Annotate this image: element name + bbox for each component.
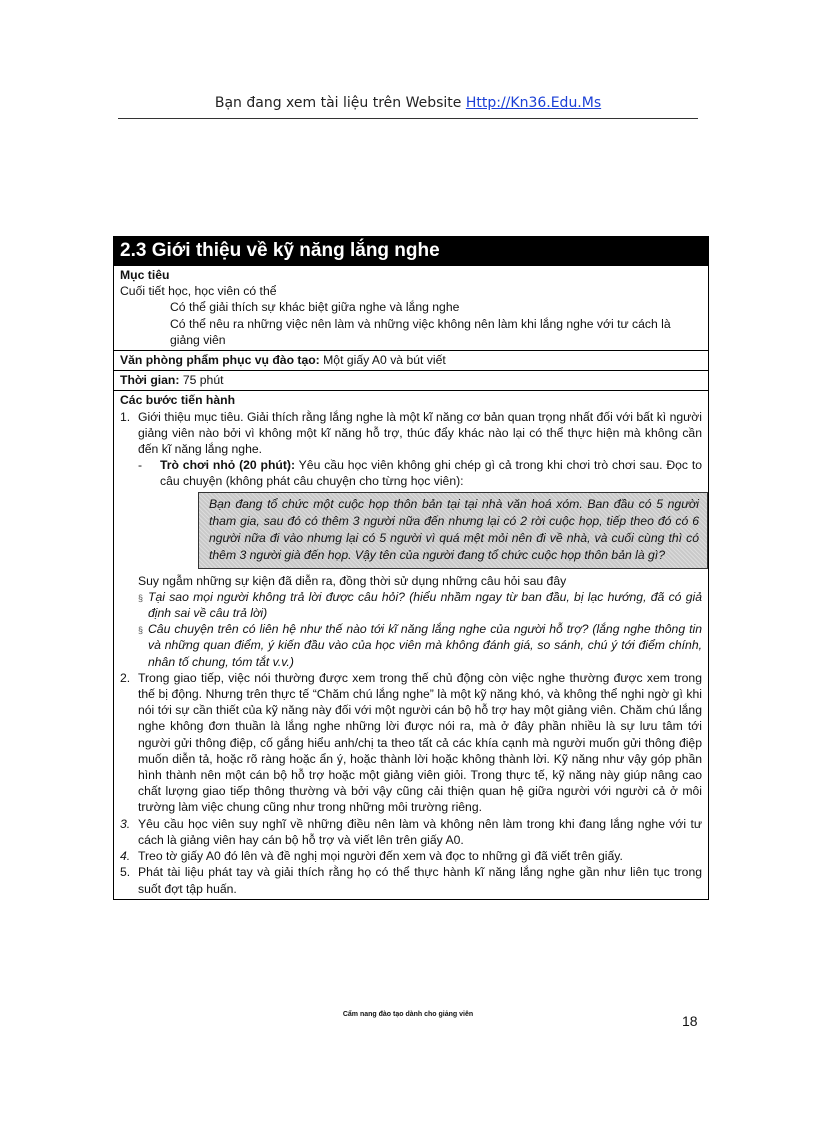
step-number: 5.	[120, 865, 131, 880]
step-text: Phát tài liệu phát tay và giải thích rằng họ có thể thực hành kĩ năng lắng nghe gần như liên tục trong suốt đợt tập huấn.	[138, 865, 702, 896]
time-section	[114, 370, 708, 390]
game-text: Yêu cầu học viên không ghi chép gì cả trong khi chơi trò chơi sau. Đọc to câu chuyện (không phát câu chuyện cho từng học viên):	[160, 458, 702, 489]
step-text: Yêu cầu học viên suy nghĩ về những điều nên làm và không nên làm trong khi đang lắng nghe với tư cách là giảng viên hay cán bộ hỗ trợ và viết lên trên giấy A0.	[138, 816, 702, 847]
game-label: Trò chơi nhỏ (20 phút):	[160, 458, 296, 473]
step-text: Treo tờ giấy A0 đó lên và đề nghị mọi người đến xem và đọc to những gì đã viết trên giấy.	[138, 849, 623, 864]
step-number: 1.	[120, 409, 131, 424]
step-item	[120, 816, 702, 848]
section-title: 2.3 Giới thiệu về kỹ năng lắng nghe	[114, 237, 708, 265]
reflection-question	[138, 589, 702, 621]
objective-item: Có thể nêu ra những việc nên làm và những việc không nên làm khi lắng nghe với tư cách là giảng viên	[170, 316, 671, 347]
supplies-label: Văn phòng phẩm phục vụ đào tạo:	[120, 353, 320, 368]
supplies-value: Một giấy A0 và bút viết	[319, 353, 446, 368]
step-text: Trong giao tiếp, việc nói thường được xem trong thế chủ động còn việc nghe thường được xem trong thế bị động. Nhưng trên thực tế “Chăm chú lắng nghe” là một kỹ năng khó, và không thể nghi ngờ gì khi nói tới sự cần thiết của kỹ năng này đối với một người cán bộ hỗ trợ hay một giảng viên. Chăm chú lắng nghe không đơn thuần là lắng nghe những lời được nói ra, mà ở đây phần nhiều là sự lưu tâm tới người gửi thông điệp, cố gắng hiểu anh/chị ta theo tất cả các khía cạnh mà người muốn gửi thông điệp muốn diễn tả, hoặc rõ ràng hoặc ẩn ý, hoặc thành lời hoặc không thành lời. Kỹ năng như vậy góp phần hình thành nên một cán bộ hỗ trợ hoặc một giảng viên giỏi. Trong thực tế, kỹ năng này giúp nâng cao chất lượng giao tiếp thông thường và bởi vậy cũng cải thiện quan hệ giữa người với người cả ở môi trường làm việc chung cũng như trong những môi trường riêng.	[138, 670, 702, 815]
page-header	[0, 95, 816, 111]
header-divider	[118, 118, 698, 119]
step-item	[120, 409, 702, 670]
step-number: 2.	[120, 670, 131, 685]
lesson-box	[113, 236, 709, 900]
step-item	[120, 864, 702, 896]
objectives-label: Mục tiêu	[120, 268, 170, 282]
header-text: Bạn đang xem tài liệu trên Website	[214, 95, 466, 111]
supplies-section	[114, 350, 708, 370]
question-text: Câu chuyện trên có liên hệ như thế nào tới kĩ năng lắng nghe của người hỗ trợ? (lắng nghe thông tin và những quan điểm, ý kiến đầu vào của học viên mà không đánh giá, so sánh, chú ý tới điểm chính, nhân tố chung, tóm tắt v.v.)	[148, 622, 702, 669]
step-text: Giới thiệu mục tiêu. Giải thích rằng lắng nghe là một kĩ năng cơ bản quan trọng nhất đối với bất kì người giảng viên nào bởi vì không một kĩ năng hỗ trợ, thúc đẩy khác nào lại có thể thực hiện mà không cần đến kĩ năng lắng nghe.	[138, 409, 702, 457]
reflection-question	[138, 621, 702, 670]
step-number: 3.	[120, 816, 131, 831]
game-item	[138, 457, 702, 489]
page-number: 18	[682, 1013, 698, 1029]
dash-marker: -	[138, 458, 143, 473]
steps-label: Các bước tiến hành	[120, 393, 236, 408]
objective-item: Có thể giải thích sự khác biệt giữa nghe và lắng nghe	[170, 300, 460, 315]
step-item	[120, 848, 702, 864]
step-item	[120, 670, 702, 816]
objectives-section	[114, 265, 708, 350]
section-mark-icon: §	[138, 592, 144, 603]
steps-list	[120, 409, 702, 897]
objectives-intro: Cuối tiết học, học viên có thể	[120, 284, 277, 299]
section-mark-icon: §	[138, 625, 144, 636]
footer-title: Cẩm nang đào tạo dành cho giảng viên	[342, 1011, 474, 1018]
time-value: 75 phút	[179, 373, 224, 388]
time-label: Thời gian:	[120, 373, 180, 388]
reflection-intro: Suy ngẫm những sự kiện đã diễn ra, đồng thời sử dụng những câu hỏi sau đây	[138, 573, 567, 588]
step-number: 4.	[120, 849, 131, 864]
question-text: Tại sao mọi người không trả lời được câu hỏi? (hiểu nhầm ngay từ ban đầu, bị lạc hướng, đã có giả định sai về câu trả lời)	[148, 589, 702, 621]
website-link[interactable]: Http://Kn36.Edu.Ms	[465, 95, 602, 111]
steps-section	[114, 390, 708, 898]
story-box: Bạn đang tổ chức một cuộc họp thôn bản tại tại nhà văn hoá xóm. Ban đầu có 5 người tham gia, sau đó có thêm 3 người nữa đến nhưng lại có 2 rời cuộc họp, tiếp theo đó có 6 người nữa đi vào nhưng lại có 5 người vì quá mệt mỏi nên đi về nhà, và cuối cùng thì có thêm 3 người già đến họp. Vậy tên của người đang tổ chức cuộc họp thôn bản là gì?	[198, 492, 708, 569]
